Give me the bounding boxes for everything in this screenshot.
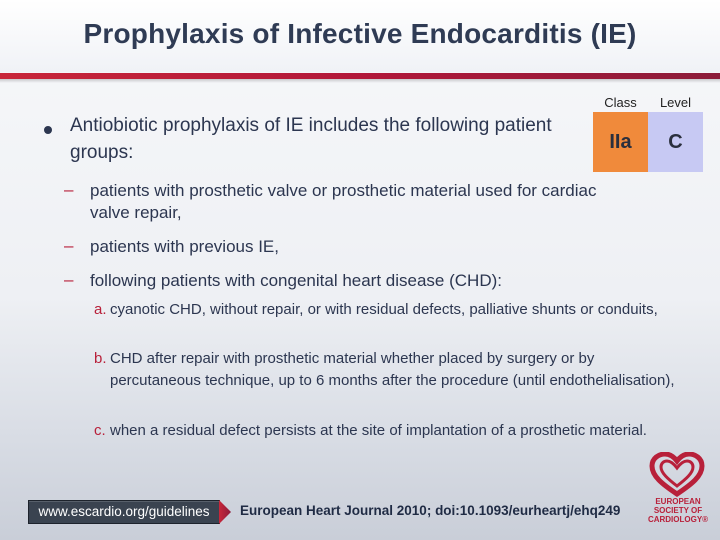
logo-line: EUROPEAN <box>655 497 701 506</box>
subitem-text: patients with previous IE, <box>90 237 279 256</box>
subitem-text: following patients with congenital heart disease (CHD): <box>90 271 502 290</box>
chd-item-text: when a residual defect persists at the site of implantation of a prosthetic material. <box>110 422 647 439</box>
guidelines-link[interactable]: www.escardio.org/guidelines <box>28 500 220 524</box>
dash-marker: – <box>64 270 74 289</box>
dash-marker: – <box>64 236 74 255</box>
level-value: C <box>648 112 703 172</box>
chd-item-text: cyanotic CHD, without repair, or with residual defects, palliative shunts or conduits, <box>110 301 658 318</box>
class-header: Class <box>604 95 637 110</box>
item-marker: c. <box>94 422 106 439</box>
level-header: Level <box>659 95 692 110</box>
subitem-text: patients with prosthetic valve or prosthetic material used for cardiac valve repair, <box>90 181 597 222</box>
main-bullet-text: Antiobiotic prophylaxis of IE includes the following patient groups: <box>70 115 552 163</box>
chd-item-text: CHD after repair with prosthetic material whether placed by surgery or by percutaneous technique, up to 6 months after the procedure (until endothelialisation), <box>110 350 675 389</box>
title-divider-shadow <box>0 79 720 83</box>
item-marker: b. <box>94 350 107 367</box>
dash-marker: – <box>64 180 74 199</box>
journal-reference: European Heart Journal 2010; doi:10.1093/eurheartj/ehq249 <box>240 503 621 518</box>
recommendation-badge <box>593 95 703 177</box>
bullet-dot <box>44 126 52 134</box>
logo-line: CARDIOLOGY® <box>647 515 709 524</box>
logo-line: SOCIETY OF <box>653 506 703 515</box>
link-arrow <box>219 500 231 524</box>
class-value: IIa <box>593 112 648 172</box>
title-bar <box>0 0 720 72</box>
slide-title: Prophylaxis of Infective Endocarditis (IE) <box>83 18 637 49</box>
logo-wordmark <box>638 497 718 524</box>
item-marker: a. <box>94 301 107 318</box>
